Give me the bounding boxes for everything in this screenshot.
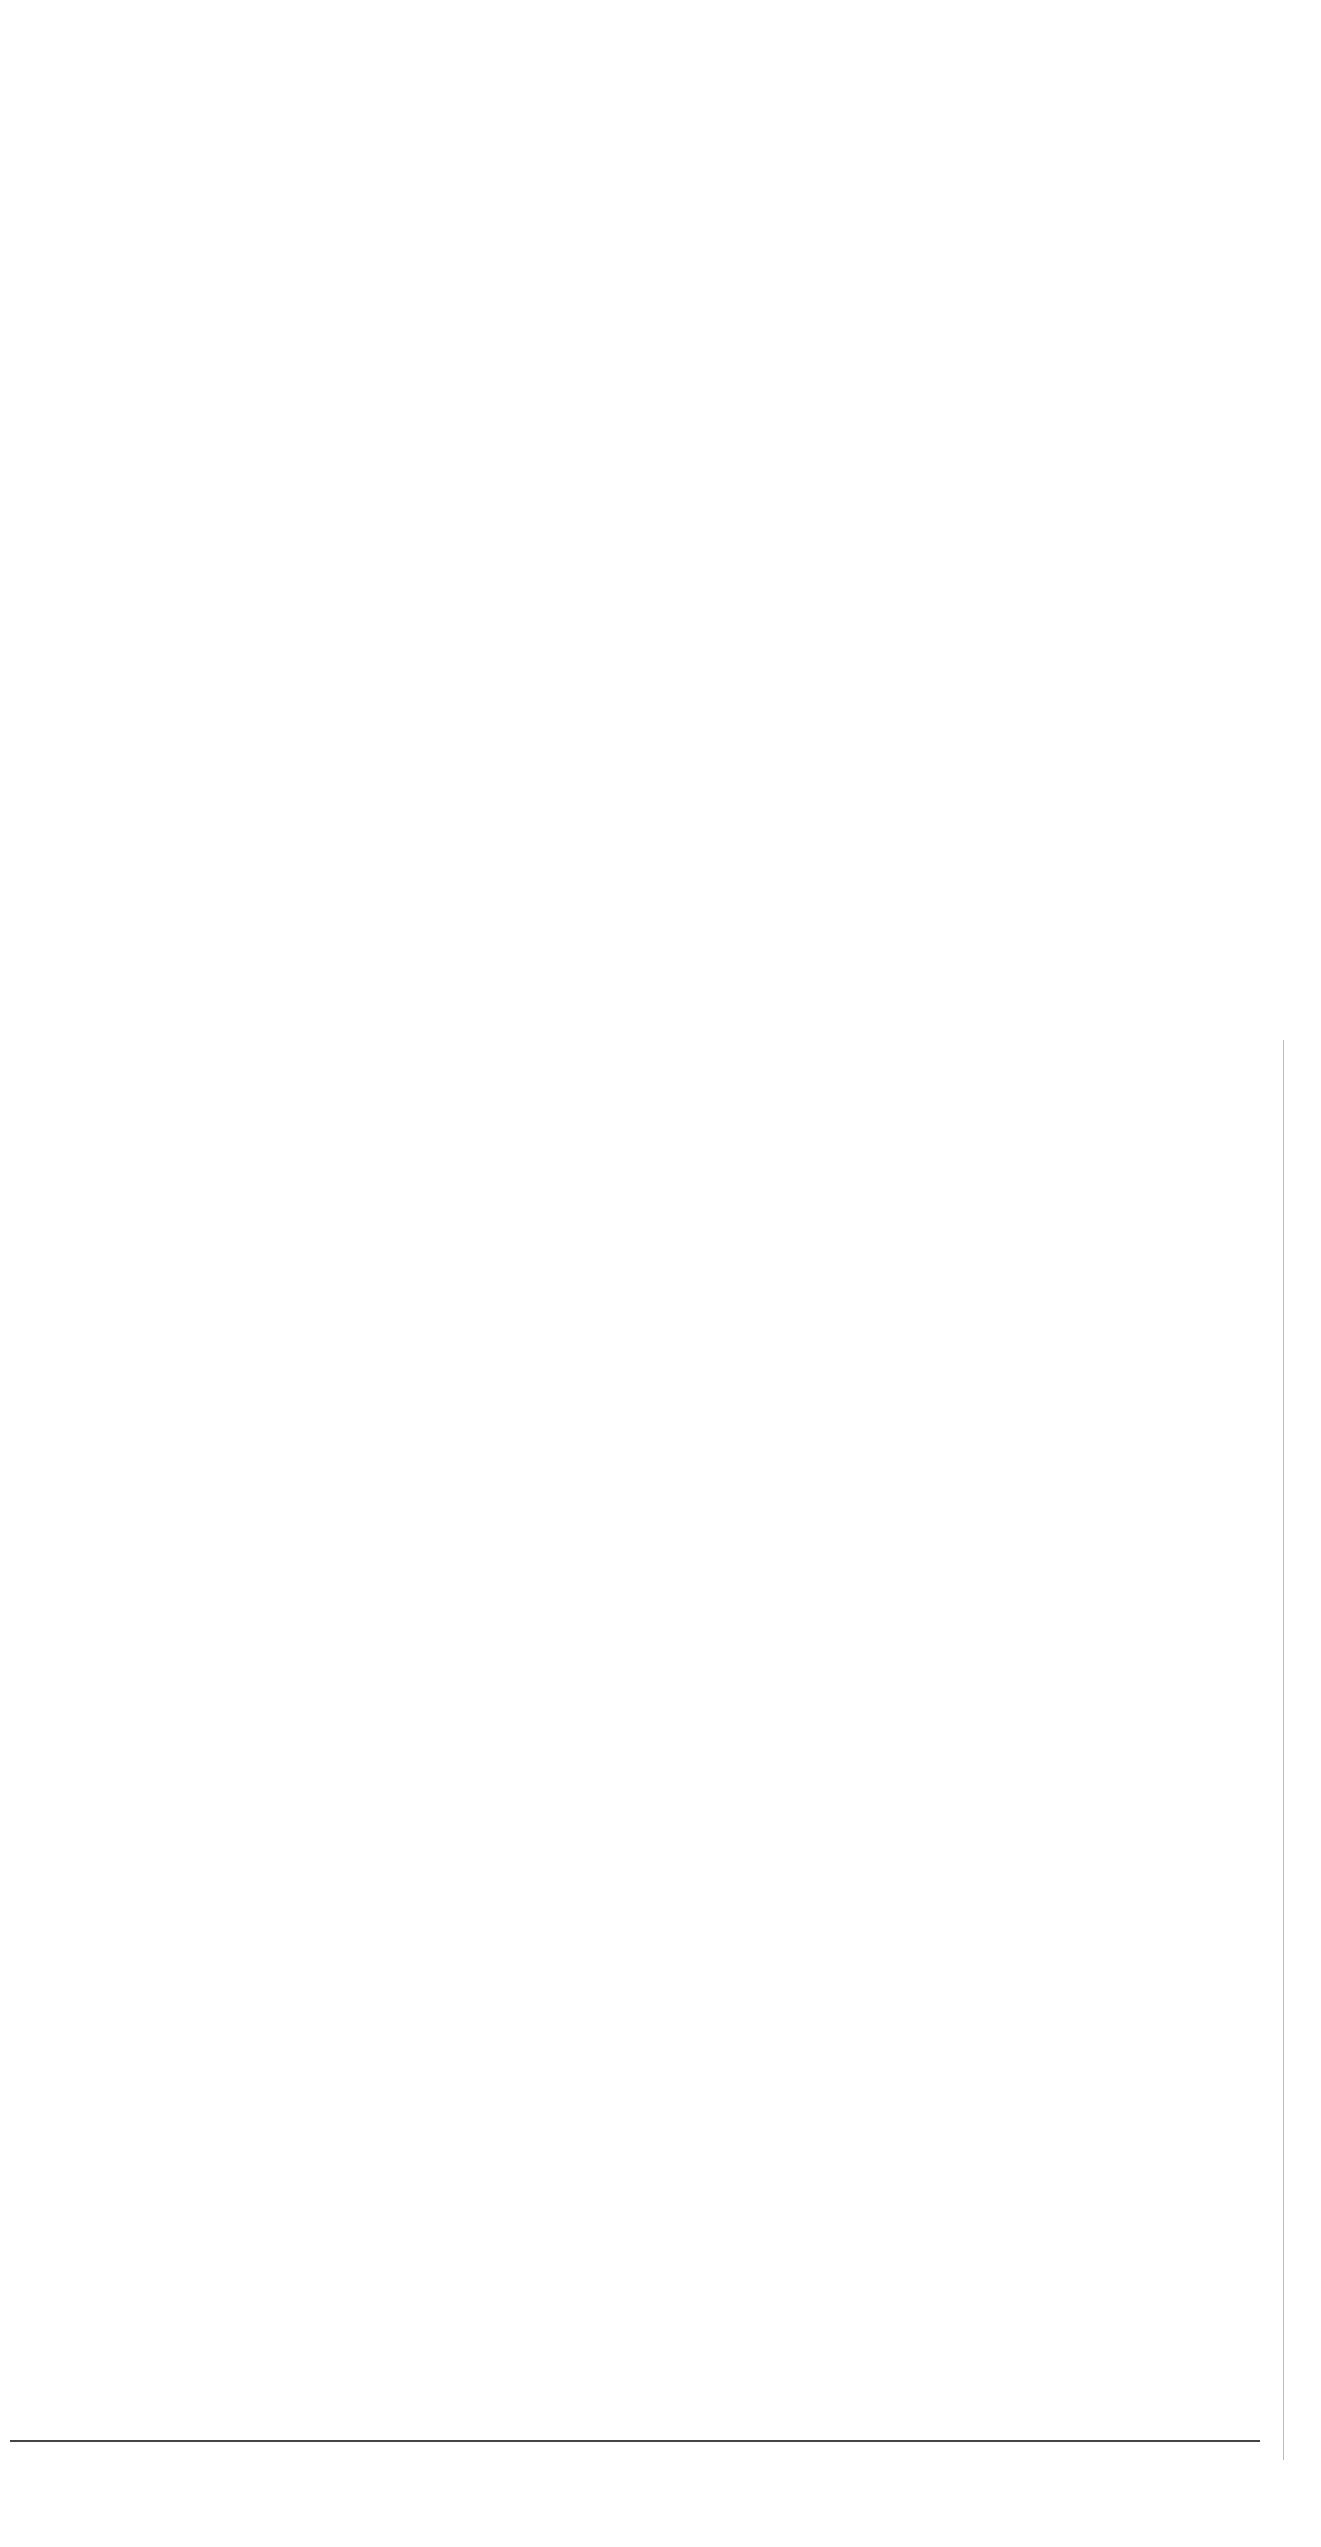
lesson1-title: [34, 100, 1274, 152]
lesson3-title: [34, 204, 1274, 256]
lesson2-title: [34, 152, 1274, 204]
column-divider: [1283, 1040, 1284, 2460]
content-column: [34, 100, 1274, 256]
footer-divider: [10, 2440, 1260, 2442]
adjacent-page-fragments: [1290, 1000, 1320, 2450]
